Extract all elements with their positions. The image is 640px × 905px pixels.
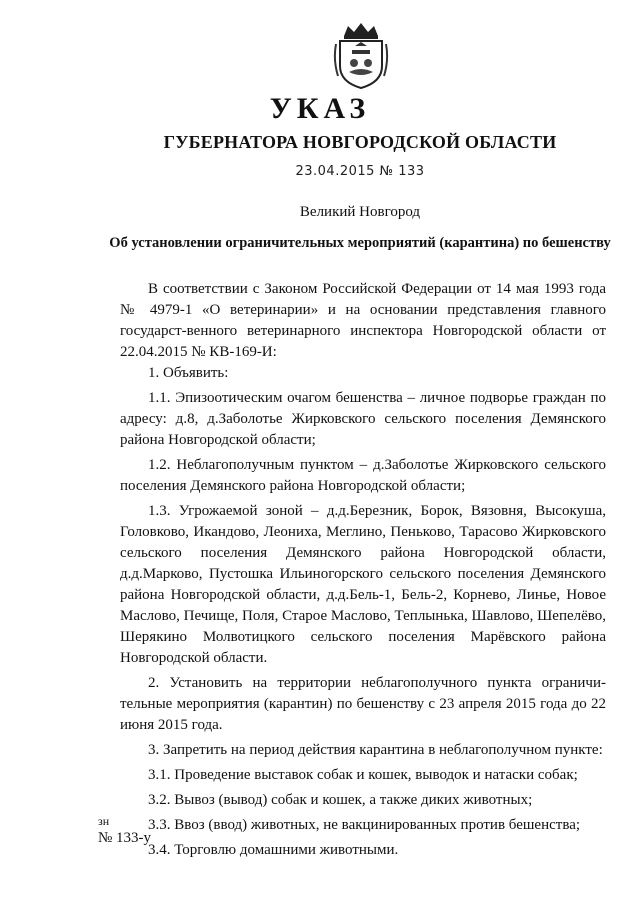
paragraph-item-3-1: 3.1. Проведение выставок собак и кошек, выводок и натаски собак; <box>148 767 578 783</box>
paragraph-item-3-3: 3.3. Ввоз (ввод) животных, не вакцинированных против бешенства; <box>148 817 581 833</box>
document-body <box>120 279 606 861</box>
coat-of-arms-emblem <box>332 20 390 90</box>
paragraph-item-1: 1. Объявить: <box>148 365 229 381</box>
document-city: Великий Новгород <box>299 204 421 220</box>
paragraph-item-1-2: 1.2. Неблагополучным пунктом – д.Заболотье Жирковского сельского поселения Демянского района Новгородской области; <box>120 457 606 494</box>
paragraph-preamble: В соответствии с Законом Российской Федерации от 14 мая 1993 года № 4979-1 «О ветеринарии» и на основании представления главного государст-венного ветеринарного инспектора Новгородской области от 22.04.2015 № КВ-169-И: <box>120 281 606 360</box>
paragraph-item-1-3: 1.3. Угрожаемой зоной – д.д.Березник, Борок, Вязовня, Высокуша, Головково, Икандово, Леониха, Меглино, Пеньково, Тарасово Жирковского сельского поселения Демянского района Новгородской области, д.д.Марково, Пустошка Ильиногорского сельского поселения Демянского района Новгородской области, д.д.Бель-1, Бель-2, Корнево, Линье, Новое Маслово, Печище, Поля, Старое Маслово, Теплынька, Шавлово, Шепелёво, Шерякино Молвотицкого сельского поселения Марёвского района Новгородской области. <box>120 503 606 666</box>
paragraph-item-3: 3. Запретить на период действия карантина в неблагополучном пункте: <box>148 742 603 758</box>
document-heading: Об установлении ограничительных мероприятий (карантина) по бешенству <box>109 235 611 251</box>
document-date-number: 23.04.2015 № 133 <box>295 164 425 179</box>
paragraph-item-1-1: 1.1. Эпизоотическим очагом бешенства – личное подворье граждан по адресу: д.8, д.Заболотье Жирковского сельского поселения Демянского района Новгородской области; <box>120 390 606 448</box>
footer-initials: зн <box>98 814 110 828</box>
document-title: УКАЗ <box>269 92 371 125</box>
document-subtitle: ГУБЕРНАТОРА НОВГОРОДСКОЙ ОБЛАСТИ <box>163 132 557 152</box>
paragraph-item-3-4: 3.4. Торговлю домашними животными. <box>148 842 399 858</box>
document-footer <box>98 814 151 847</box>
paragraph-item-2: 2. Установить на территории неблагополучного пункта ограничи-тельные мероприятия (карантин) по бешенству с 23 апреля 2015 года до 22 июня 2015 года. <box>120 675 606 733</box>
paragraph-item-3-2: 3.2. Вывоз (вывод) собак и кошек, а также диких животных; <box>148 792 533 808</box>
footer-number: № 133-у <box>98 830 152 846</box>
